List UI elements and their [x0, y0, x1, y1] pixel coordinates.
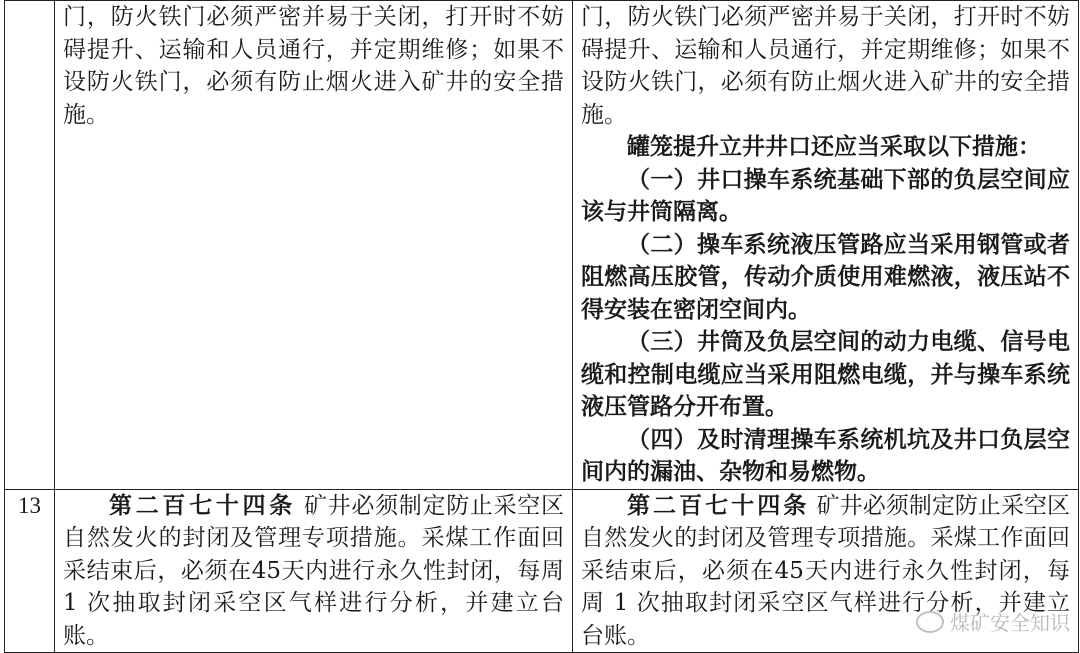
paragraph: 门，防火铁门必须严密并易于关闭，打开时不妨碍提升、运输和人员通行，并定期维修；如果不设防火铁门，必须有防止烟火进入矿井的安全措施。: [581, 4, 1070, 128]
row-number-cell: 13: [5, 489, 55, 653]
revised-text-cell: [573, 1, 1079, 490]
article-body: 矿井必须制定防止采空区自然发火的封闭及管理专项措施。采煤工作面回采结束后，必须在45天内进行永久性封闭，每周 1 次抽取封闭采空区气样进行分析，并建立台账。: [63, 492, 565, 649]
wechat-icon: [916, 611, 944, 633]
row-number-cell: [5, 1, 55, 490]
watermark: [916, 607, 1070, 636]
paragraph: 门，防火铁门必须严密并易于关闭，打开时不妨碍提升、运输和人员通行，并定期维修；如果不设防火铁门，必须有防止烟火进入矿井的安全措施。: [63, 4, 564, 128]
paragraph: [63, 490, 564, 653]
article-title: 第二百七十四条: [627, 491, 810, 519]
regulation-comparison-table: [4, 0, 1079, 653]
table-row: [5, 1, 1079, 490]
original-text-cell: [55, 1, 573, 490]
watermark-text: 煤矿安全知识: [950, 611, 1070, 635]
article-title: 第二百七十四条: [109, 491, 296, 519]
paragraph-added: 罐笼提升立井井口还应当采取以下措施：: [627, 133, 1041, 160]
paragraph-added: （二）操车系统液压管路应当采用钢管或者阻燃高压胶管，传动介质使用难燃液，液压站不得安装在密闭空间内。: [581, 230, 1070, 323]
article-body: 矿井必须制定防止采空区自然发火的封闭及管理专项措施。采煤工作面回采结束后，必须在45天内进行永久性封闭，每周 1 次抽取封闭采空区气样进行分析，并建立台账。: [581, 492, 1071, 649]
paragraph-added: （四）及时清理操车系统机坑及井口负层空间内的漏油、杂物和易燃物。: [581, 425, 1070, 485]
original-text-cell: [55, 489, 573, 653]
paragraph-added: （三）井筒及负层空间的动力电缆、信号电缆和控制电缆应当采用阻燃电缆，并与操车系统液压管路分开布置。: [581, 328, 1070, 420]
paragraph-added: （一）井口操车系统基础下部的负层空间应该与井筒隔离。: [581, 165, 1070, 225]
